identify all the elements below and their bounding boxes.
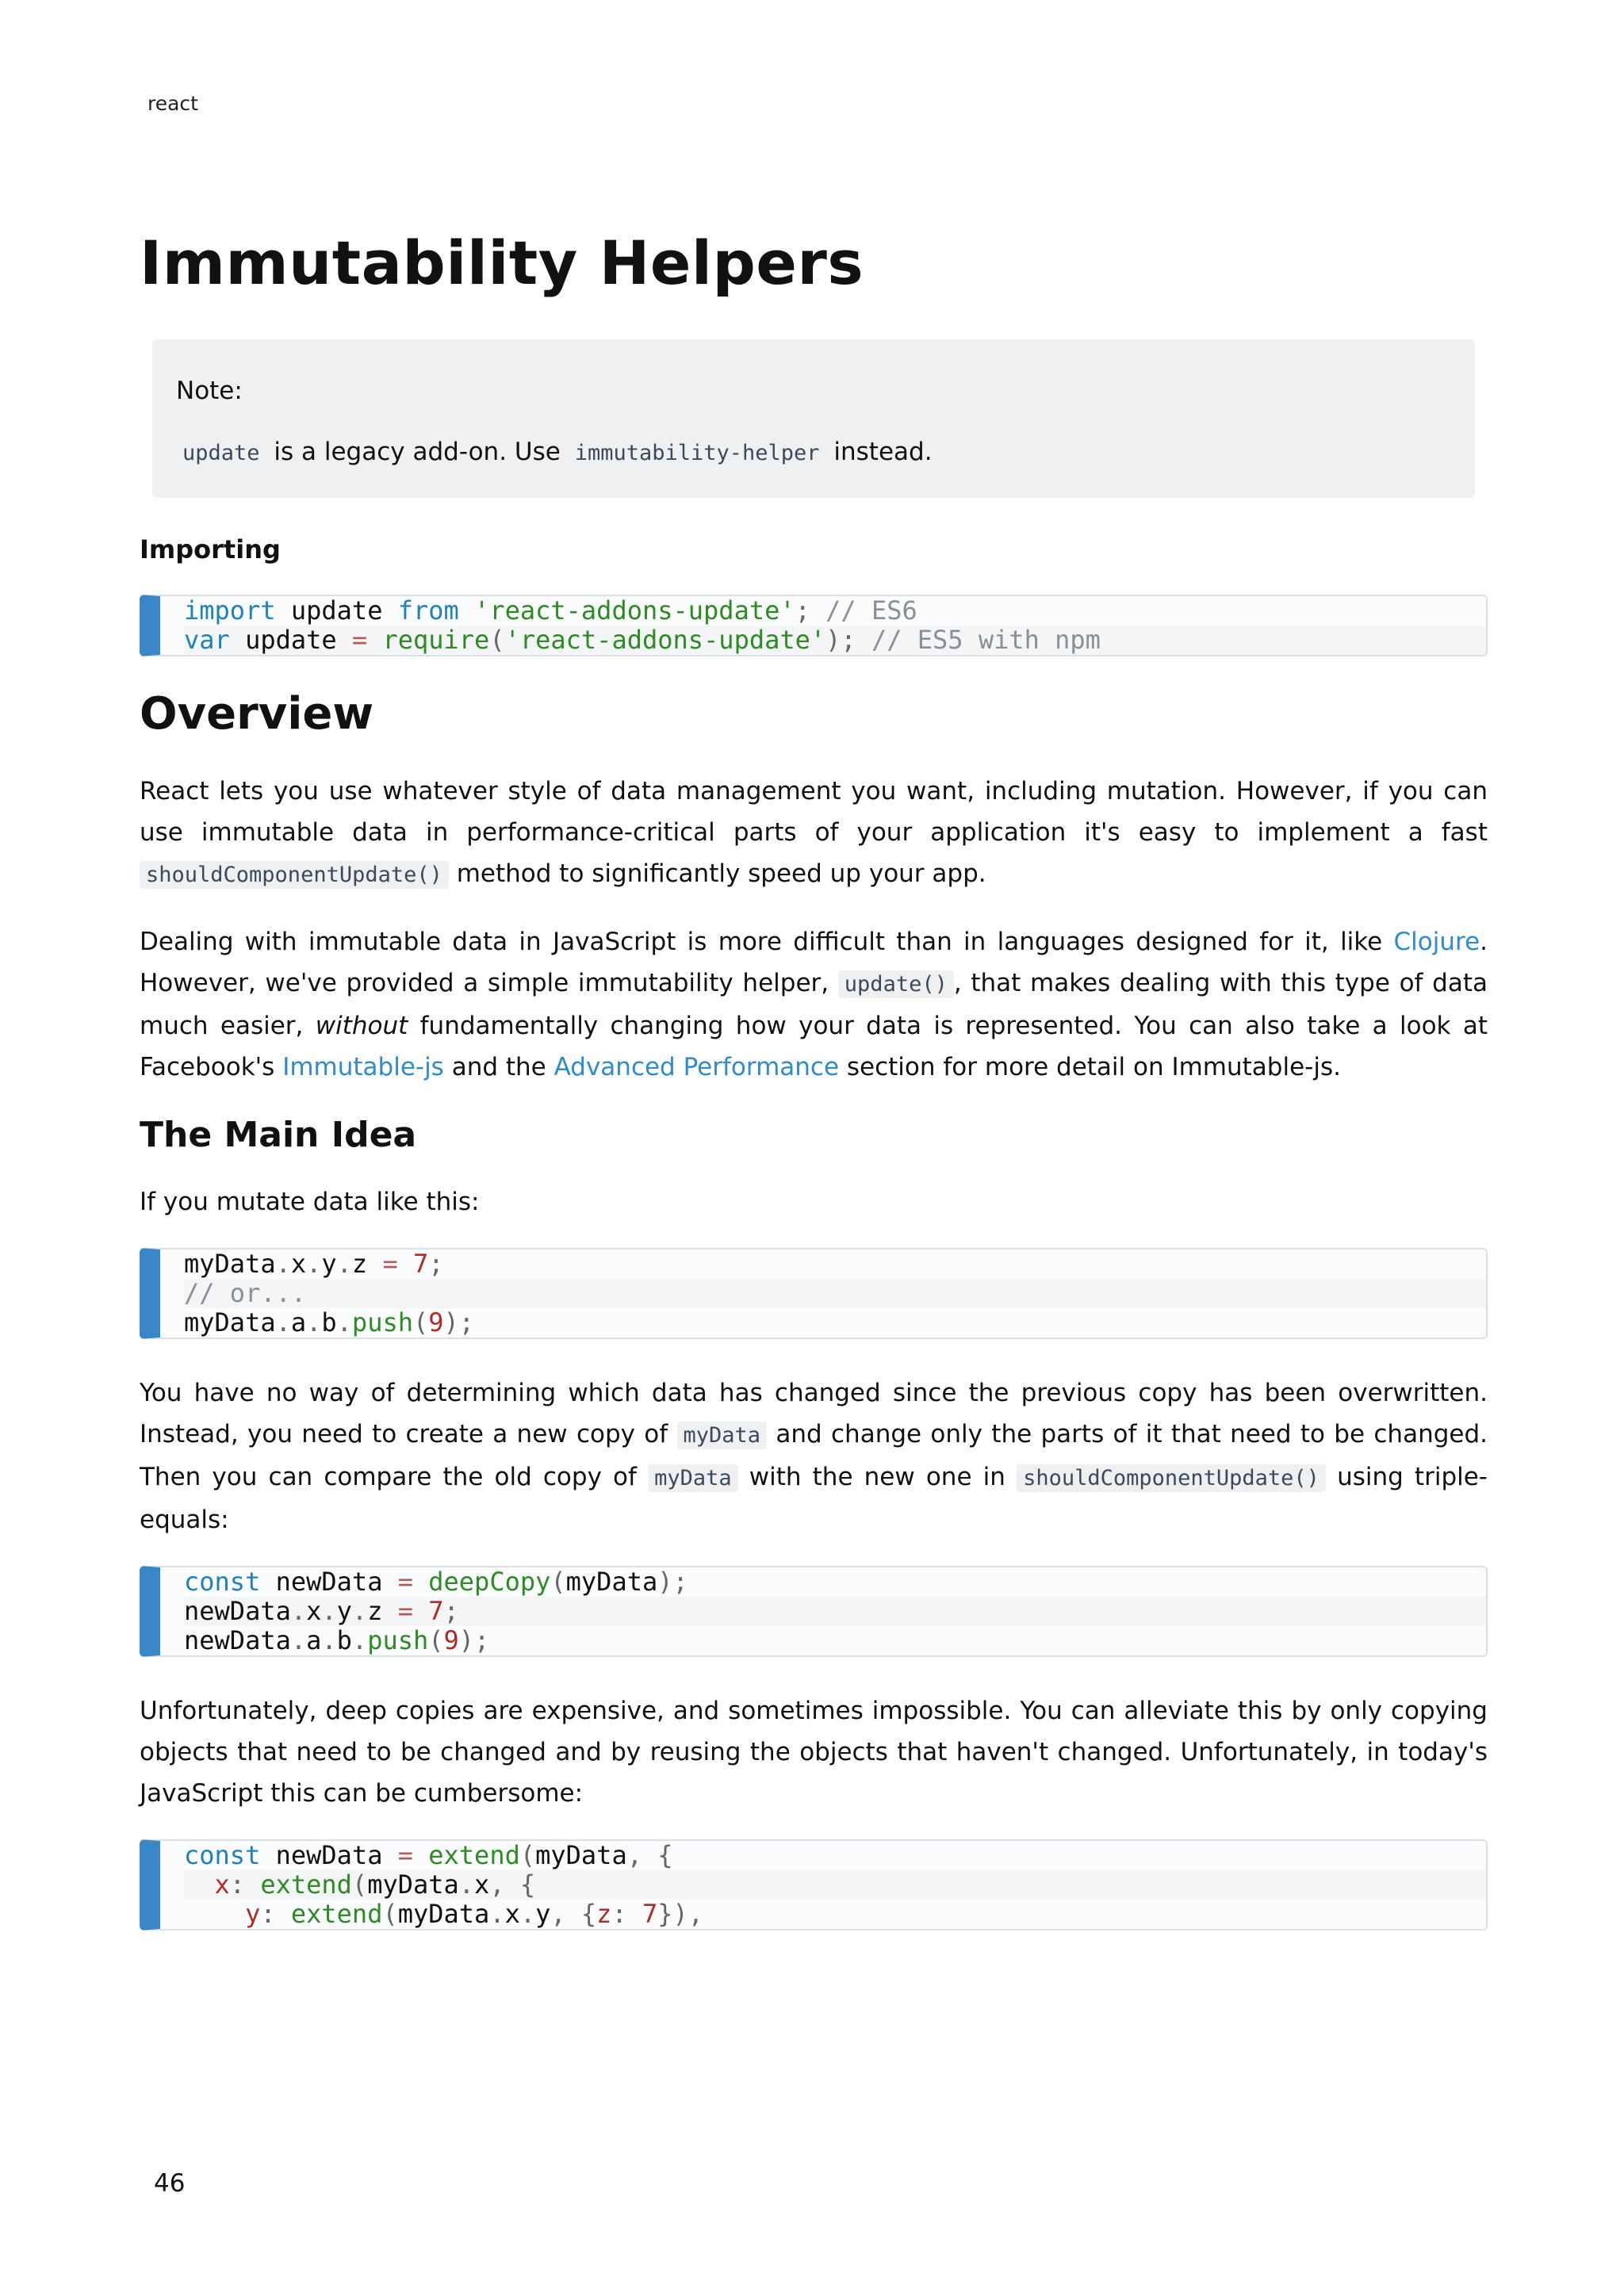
code-token: myData <box>184 1307 276 1338</box>
code-token: myData <box>535 1840 627 1871</box>
code-token: . <box>290 1625 307 1656</box>
note-callout <box>152 339 1475 499</box>
code-token: . <box>351 1625 368 1656</box>
code-token: const <box>184 1840 261 1871</box>
code-token: 'react-addons-update' <box>474 595 795 626</box>
note-text-part: is a legacy add-on. Use <box>266 437 569 466</box>
text-run: , that makes dealing with this type of data much easier, <box>140 968 1488 1040</box>
main-idea-paragraph-2 <box>140 1372 1488 1540</box>
code-token: ); <box>657 1567 688 1598</box>
code-line <box>184 1841 1486 1870</box>
code-token: myData <box>367 1869 459 1900</box>
code-token: deepCopy <box>428 1567 551 1598</box>
text-run: using triple-equals: <box>140 1463 1488 1535</box>
code-token: . <box>489 1899 505 1930</box>
code-token: newData <box>184 1625 291 1656</box>
inline-code: myData <box>648 1464 738 1492</box>
code-token: . <box>290 1596 307 1627</box>
code-token: 7 <box>412 1249 429 1280</box>
code-token: 7 <box>642 1899 658 1930</box>
code-token: a <box>306 1625 322 1656</box>
code-token: 'react-addons-update' <box>504 625 826 656</box>
code-token: . <box>321 1625 337 1656</box>
text-run: Dealing with immutable data in JavaScript is more difficult than in languages designed for it, like <box>140 927 1394 956</box>
code-token: : <box>260 1899 291 1930</box>
code-line <box>184 1597 1486 1626</box>
code-block-mutation <box>140 1248 1488 1339</box>
code-line <box>184 1308 1486 1337</box>
code-token: x <box>306 1596 322 1627</box>
main-idea-paragraph-1: If you mutate data like this: <box>140 1188 480 1217</box>
text-run: and change only the parts of it that need to be changed. Then you can compare the old copy of <box>140 1420 1488 1492</box>
note-text <box>176 435 1451 469</box>
code-token <box>184 1869 215 1900</box>
code-token: . <box>336 1249 352 1280</box>
code-line <box>184 1870 1486 1900</box>
code-token: newData <box>184 1596 291 1627</box>
text-run: section for more detail on Immutable-js. <box>839 1052 1341 1081</box>
text-run: method to significantly speed up your app. <box>448 859 986 888</box>
text-run: . However, we've provided a simple immutability helper, <box>140 927 1488 997</box>
main-idea-heading: The Main Idea <box>140 1114 417 1155</box>
code-token: update <box>275 595 398 626</box>
code-block-importing <box>140 595 1488 656</box>
page-content <box>140 230 1488 1964</box>
code-comment: // ES6 <box>810 595 917 626</box>
emphasis: without <box>315 1011 408 1040</box>
code-token: myData <box>565 1567 658 1598</box>
text-run: You have no way of determining which data has changed since the previous copy has been overwritten. Instead, you need to create a new copy of <box>140 1379 1488 1449</box>
code-token: y <box>336 1596 352 1627</box>
code-token: ; <box>443 1596 459 1627</box>
code-line <box>184 1249 1486 1279</box>
code-token: const <box>184 1567 261 1598</box>
code-token: ; <box>428 1249 444 1280</box>
code-token: update <box>229 625 352 656</box>
text-run: React lets you use whatever style of data management you want, including mutation. However, if you can use immutable data in performance-critical parts of your application it's easy to implement a fast <box>140 776 1488 847</box>
code-token: push <box>351 1307 413 1338</box>
inline-code: shouldComponentUpdate() <box>140 861 449 889</box>
code-token: extend <box>428 1840 520 1871</box>
code-token: . <box>321 1596 337 1627</box>
code-token: . <box>275 1307 291 1338</box>
code-line <box>184 1279 1486 1308</box>
code-token: 7 <box>428 1596 444 1627</box>
code-token: import <box>184 595 276 626</box>
main-idea-paragraph-3: Unfortunately, deep copies are expensive, and sometimes impossible. You can alleviate this by only copying objects that need to be changed and by reusing the objects that haven't changed. Unfortunately, in today's JavaScript this can be cumbersome: <box>140 1697 1488 1808</box>
code-token: x <box>214 1869 230 1900</box>
code-token: ( <box>428 1625 444 1656</box>
note-text-part: instead. <box>825 437 933 466</box>
code-token: }), <box>657 1899 704 1930</box>
code-token: ( <box>412 1307 429 1338</box>
importing-heading: Importing <box>140 534 281 565</box>
immutable-js-link[interactable]: Immutable-js <box>282 1052 444 1081</box>
code-token: ); <box>443 1307 475 1338</box>
text-run: fundamentally changing how your data is represented. You can also take a look at Facebook's <box>140 1011 1488 1081</box>
code-token: , { <box>489 1869 536 1900</box>
code-comment: // or... <box>184 1278 307 1309</box>
page-number: 46 <box>154 2169 186 2198</box>
code-token: from <box>397 595 459 626</box>
note-code-update: update <box>182 440 260 465</box>
overview-paragraph-2 <box>140 921 1488 1088</box>
code-token: extend <box>260 1869 352 1900</box>
code-token: 9 <box>443 1625 459 1656</box>
code-token: ( <box>351 1869 368 1900</box>
code-token: a <box>290 1307 307 1338</box>
clojure-link[interactable]: Clojure <box>1393 927 1480 956</box>
code-line <box>184 596 1486 626</box>
code-token: x <box>474 1869 490 1900</box>
code-token: = <box>351 625 368 656</box>
code-token: , { <box>626 1840 673 1871</box>
code-line <box>184 1567 1486 1597</box>
code-token <box>413 1567 428 1597</box>
code-token: ); <box>825 625 856 656</box>
code-token <box>413 1840 428 1870</box>
code-token: = <box>397 1567 413 1598</box>
code-token: ( <box>382 1899 398 1930</box>
code-token: . <box>275 1249 291 1280</box>
code-token: . <box>336 1307 352 1338</box>
code-token: ( <box>519 1840 536 1871</box>
code-token: ( <box>489 625 505 656</box>
code-line <box>184 1900 1486 1929</box>
code-token: . <box>519 1899 536 1930</box>
note-code-immutability-helper: immutability-helper <box>574 440 820 465</box>
code-token: : <box>611 1899 642 1930</box>
code-token: z <box>596 1899 612 1930</box>
code-token: z <box>351 1249 368 1280</box>
code-token: ; <box>795 595 810 626</box>
code-token: push <box>367 1625 429 1656</box>
overview-paragraph-1 <box>140 771 1488 896</box>
code-token <box>367 625 382 655</box>
code-token: y <box>245 1899 261 1930</box>
code-token: = <box>382 1596 429 1627</box>
inline-code: shouldComponentUpdate() <box>1017 1464 1326 1492</box>
code-token: var <box>184 625 230 656</box>
code-token: myData <box>184 1249 276 1280</box>
note-label: Note: <box>176 376 243 405</box>
code-token: . <box>306 1307 322 1338</box>
code-token: b <box>336 1625 352 1656</box>
code-token: y <box>535 1899 551 1930</box>
code-comment: // ES5 with npm <box>856 625 1101 656</box>
text-run: and the <box>443 1052 554 1081</box>
code-token: require <box>382 625 490 656</box>
code-token: = <box>397 1840 413 1871</box>
code-token: y <box>321 1249 337 1280</box>
code-token: newData <box>260 1567 398 1598</box>
code-token: ( <box>550 1567 566 1598</box>
code-token <box>459 595 474 626</box>
code-token: z <box>367 1596 383 1627</box>
code-token: x <box>290 1249 307 1280</box>
code-line <box>184 1626 1486 1655</box>
running-header: react <box>147 92 198 115</box>
code-block-deep-copy <box>140 1566 1488 1657</box>
code-token <box>184 1899 245 1929</box>
code-token: . <box>458 1869 475 1900</box>
code-token: myData <box>397 1899 490 1930</box>
code-token: . <box>351 1596 368 1627</box>
inline-code: myData <box>677 1422 768 1449</box>
code-token: 9 <box>428 1307 444 1338</box>
inline-code: update() <box>838 970 954 998</box>
code-block-extend <box>140 1839 1488 1931</box>
code-token: b <box>321 1307 337 1338</box>
code-token: newData <box>260 1840 398 1871</box>
code-token: x <box>504 1899 520 1930</box>
page-title: Immutability Helpers <box>140 228 864 298</box>
advanced-performance-link[interactable]: Advanced Performance <box>553 1052 840 1081</box>
code-line <box>184 626 1486 655</box>
code-token: , { <box>550 1899 597 1930</box>
code-token: extend <box>290 1899 383 1930</box>
text-run: with the new one in <box>737 1463 1017 1492</box>
overview-heading: Overview <box>140 688 374 740</box>
code-token: ); <box>458 1625 490 1656</box>
code-token: : <box>229 1869 261 1900</box>
code-token: . <box>306 1249 322 1280</box>
code-token: = <box>367 1249 413 1280</box>
